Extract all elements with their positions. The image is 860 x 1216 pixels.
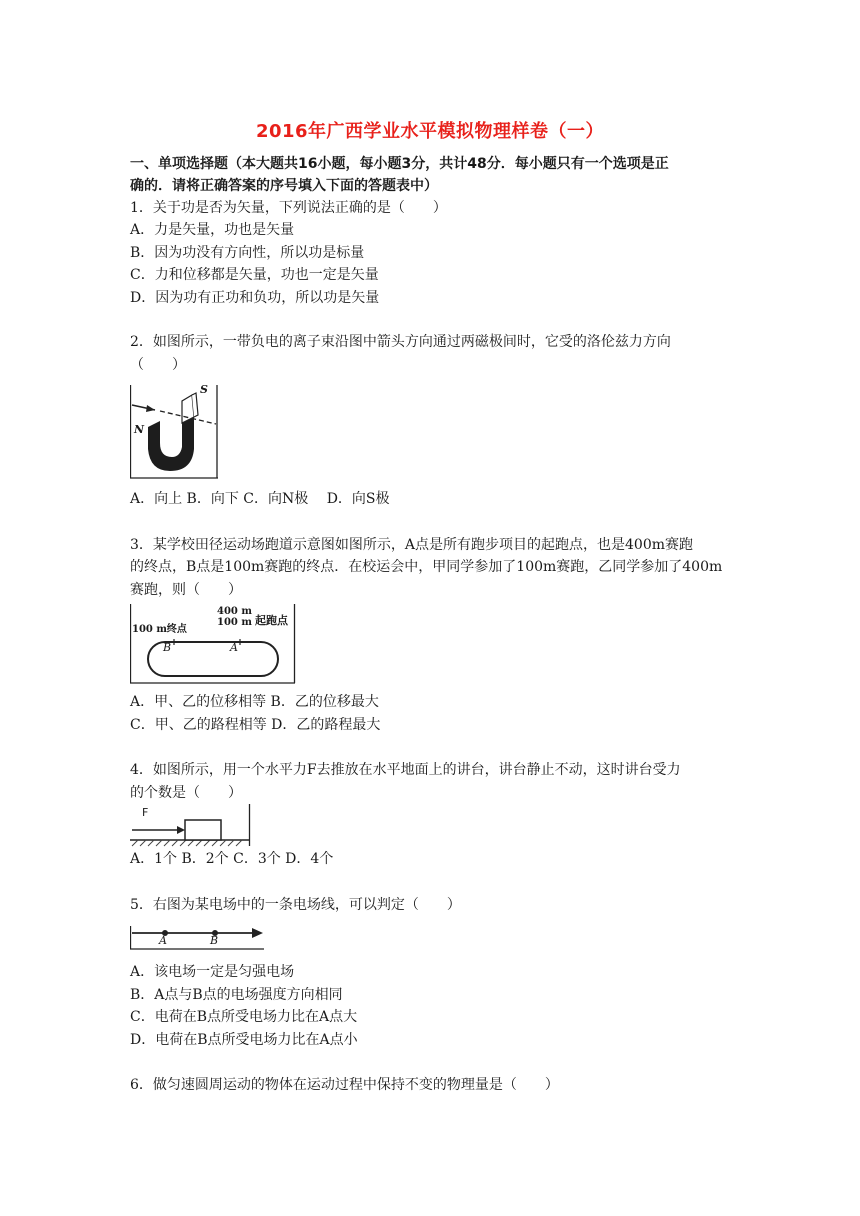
q5-option-b: B．A点与B点的电场强度方向相同 [130, 987, 343, 1003]
q3-stem-line-1: 3．某学校田径运动场跑道示意图如图所示，A点是所有跑步项目的起跑点，也是400m赛跑 [130, 537, 694, 553]
q1-stem: 1．关于功是否为矢量，下列说法正确的是（ ） [130, 200, 447, 216]
q4-stem-line-2: 的个数是（ ） [130, 785, 242, 801]
q1-option-b: B．因为功没有方向性，所以功是标量 [130, 245, 365, 261]
start-point-label: 起跑点 [255, 614, 288, 627]
q3-stem-line-3: 赛跑，则（ ） [130, 582, 242, 598]
q1-option-d: D．因为功有正功和负功，所以功是矢量 [130, 290, 380, 306]
q3-options-line-1: A．甲、乙的位移相等 B．乙的位移最大 [130, 694, 379, 710]
desk-force-figure [130, 804, 252, 848]
q3-stem-line-2: 的终点，B点是100m赛跑的终点．在校运会中，甲同学参加了100m赛跑，乙同学参加了400m [130, 559, 723, 575]
force-f-label: F [142, 806, 149, 819]
field-line-figure [130, 924, 266, 950]
q3-options-line-2: C．甲、乙的路程相等 D．乙的路程最大 [130, 717, 381, 733]
q2-stem-line-2: （ ） [130, 357, 186, 373]
q4-options: A．1个 B．2个 C．3个 D．4个 [130, 851, 334, 867]
q5-option-c: C．电荷在B点所受电场力比在A点大 [130, 1009, 358, 1025]
magnet-figure [130, 383, 220, 479]
q2-stem-line-1: 2．如图所示，一带负电的离子束沿图中箭头方向通过两磁极间时，它受的洛伦兹力方向 [130, 334, 671, 350]
q5-option-d: D．电荷在B点所受电场力比在A点小 [130, 1032, 358, 1048]
label-400m: 400 m [217, 606, 252, 617]
section-heading-line-2: 确的．请将正确答案的序号填入下面的答题表中） [130, 178, 438, 194]
track-figure [130, 604, 296, 684]
point-b-label: B [163, 641, 172, 654]
label-100m: 100 m [217, 617, 252, 628]
field-point-a-label: A [159, 934, 167, 947]
section-heading-line-1: 一、单项选择题（本大题共16小题，每小题3分，共计48分．每小题只有一个选项是正 [130, 156, 669, 172]
page-title: 2016年广西学业水平模拟物理样卷（一） [255, 121, 605, 142]
north-pole-label: N [134, 423, 145, 436]
point-a-label: A [230, 641, 238, 654]
q4-stem-line-1: 4．如图所示，用一个水平力F去推放在水平地面上的讲台，讲台静止不动，这时讲台受力 [130, 762, 681, 778]
q6-stem: 6．做匀速圆周运动的物体在运动过程中保持不变的物理量是（ ） [130, 1077, 559, 1093]
q1-option-c: C．力和位移都是矢量，功也一定是矢量 [130, 267, 379, 283]
q2-options: A．向上 B．向下 C．向N极 D．向S极 [130, 491, 390, 507]
q5-stem: 5．右图为某电场中的一条电场线，可以判定（ ） [130, 897, 461, 913]
q5-option-a: A．该电场一定是匀强电场 [130, 964, 295, 980]
field-point-b-label: B [210, 934, 219, 947]
south-pole-label: S [200, 383, 208, 396]
finish-100m-label: 100 m终点 [132, 624, 187, 635]
q1-option-a: A．力是矢量，功也是矢量 [130, 222, 295, 238]
